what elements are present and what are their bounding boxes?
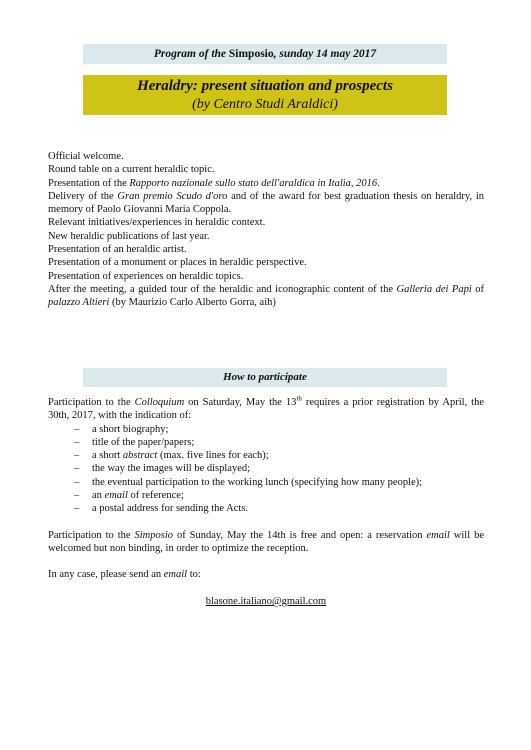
header-text-bold: Simposio — [228, 48, 274, 60]
italic-span: Gran premio Scudo d'oro — [117, 190, 228, 202]
participation-section — [48, 396, 484, 582]
dash-bullet: – — [74, 450, 80, 462]
text-span: (by Maurizio Carlo Alberto Gorra, aih) — [109, 297, 276, 309]
italic-span: Galleria dei Papi — [396, 283, 472, 295]
contact-email-link[interactable]: blasone.italiano@gmail.com — [205, 596, 327, 607]
colloquium-paragraph — [48, 396, 484, 423]
text-span: the way the images will be displayed; — [92, 463, 251, 475]
dash-bullet: – — [74, 423, 80, 435]
program-item: New heraldic publications of last year. — [48, 230, 210, 242]
italic-span: email — [426, 529, 450, 541]
page-title: Heraldry: present situation and prospects — [137, 78, 393, 94]
program-list — [48, 150, 484, 310]
program-item: Presentation of a monument or places in heraldic perspective. — [48, 257, 307, 269]
list-item — [74, 423, 484, 436]
italic-span: Simposio — [134, 529, 174, 541]
text-span: of Sunday, May the 14th is free and open: a reservation — [173, 529, 427, 541]
program-item: Presentation of experiences on heraldic topics. — [48, 270, 244, 282]
list-item — [74, 449, 484, 462]
list-item — [74, 489, 484, 502]
text-span: (max. five lines for each); — [157, 450, 269, 462]
program-item: Round table on a current heraldic topic. — [48, 164, 215, 176]
italic-span: email — [104, 490, 128, 502]
text-span: Presentation of the — [48, 177, 130, 189]
text-span: requires a prior registration by April, the 30th, 2017, with the indication of: — [48, 397, 484, 422]
text-span: In any case, please send an — [48, 569, 164, 581]
program-item — [48, 283, 484, 310]
dash-bullet: – — [74, 463, 80, 475]
text-span: Participation to the — [48, 529, 135, 541]
italic-span: email — [163, 569, 188, 581]
program-item — [48, 177, 484, 190]
text-span: After the meeting, a guided tour of the heraldic and iconographic content of the — [48, 283, 397, 295]
text-span: title of the paper/papers; — [92, 436, 195, 448]
spacer — [48, 555, 484, 568]
text-span: and of the award for best graduation thesis on heraldry, in memory of Paolo Giovanni Maria Coppola. — [48, 190, 484, 216]
italic-span: Rapporto nazionale sullo stato dell'araldica in Italia, 2016 — [129, 177, 378, 189]
simposio-paragraph — [48, 529, 484, 556]
list-item — [74, 436, 484, 449]
program-item: Relevant initiatives/experiences in heraldic context. — [48, 217, 266, 229]
program-item — [48, 190, 484, 217]
section-title: How to participate — [223, 371, 307, 383]
text-span: Delivery of the — [48, 190, 118, 202]
text-span: to: — [187, 569, 201, 581]
header-text-1: Program of the — [153, 48, 229, 60]
header-text-2: , sunday 14 may 2017 — [273, 48, 377, 60]
dash-bullet: – — [74, 503, 80, 515]
send-email-paragraph — [48, 568, 484, 581]
text-span: Participation to the — [48, 397, 135, 408]
text-span: of — [471, 283, 484, 295]
requirements-list — [48, 423, 484, 516]
italic-span: Colloquium — [134, 397, 185, 408]
text-span: on Saturday, May the 13 — [184, 397, 297, 408]
text-span: . — [377, 177, 380, 189]
dash-bullet: – — [74, 476, 80, 488]
superscript: th — [296, 394, 302, 403]
program-item: Presentation of an heraldic artist. — [48, 244, 187, 256]
list-item — [74, 462, 484, 475]
spacer — [48, 516, 484, 529]
text-span: of reference; — [127, 490, 184, 502]
italic-span: abstract — [122, 450, 158, 462]
text-span: a short biography; — [92, 423, 169, 435]
text-span: a short — [92, 450, 123, 462]
page-subtitle: (by Centro Studi Araldici) — [192, 97, 338, 112]
dash-bullet: – — [74, 436, 80, 448]
program-item: Official welcome. — [48, 151, 124, 162]
text-span: will be welcomed but non binding, in order to optimize the reception. — [48, 529, 484, 554]
text-span: an — [92, 490, 105, 502]
text-span: a postal address for sending the Acts. — [92, 503, 249, 515]
list-item — [74, 502, 484, 515]
list-item — [74, 476, 484, 489]
title-box — [83, 75, 447, 115]
text-span: the eventual participation to the working lunch (specifying how many people); — [92, 476, 423, 488]
program-header-bar — [83, 44, 447, 64]
dash-bullet: – — [74, 490, 80, 502]
italic-span: palazzo Altieri — [48, 297, 110, 309]
how-to-participate-bar — [83, 368, 447, 387]
